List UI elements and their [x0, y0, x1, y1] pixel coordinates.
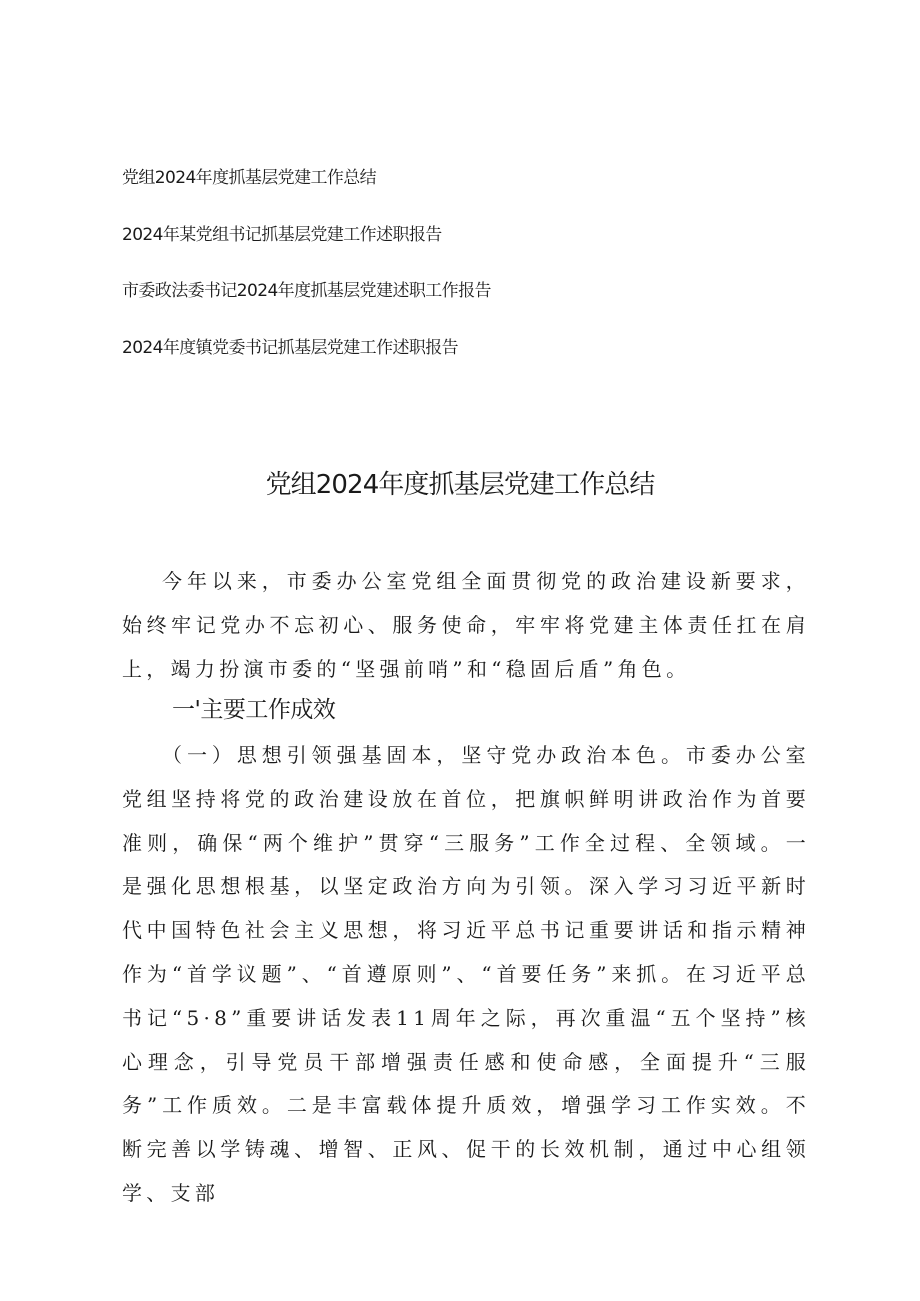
document-title: 党组2024年度抓基层党建工作总结 [265, 470, 655, 500]
toc-item[interactable]: 党组2024年度抓基层党建工作总结 [122, 168, 377, 188]
toc-item[interactable]: 2024年度镇党委书记抓基层党建工作述职报告 [122, 337, 459, 358]
table-of-contents [122, 160, 491, 386]
body-paragraph: （一）思想引领强基固本，坚守党办政治本色。市委办公室党组坚持将党的政治建设放在首位，把旗帜鲜明讲政治作为首要准则，确保“两个维护”贯穿“三服务”工作全过程、全领域。一是强化思想根基，以坚定政治方向为引领。深入学习习近平新时代中国特色社会主义思想，将习近平总书记重要讲话和指示精神作为“首学议题”、“首遵原则”、“首要任务”来抓。在习近平总书记“5·8”重要讲话发表11周年之际，再次重温“五个坚持”核心理念，引导党员干部增强责任感和使命感，全面提升“三服务”工作质效。二是丰富载体提升质效，增强学习工作实效。不断完善以学铸魂、增智、正风、促干的长效机制，通过中心组领学、支部 [122, 743, 810, 1205]
toc-item[interactable]: 2024年某党组书记抓基层党建工作述职报告 [122, 224, 442, 245]
intro-paragraph: 今年以来，市委办公室党组全面贯彻党的政治建设新要求，始终牢记党办不忘初心、服务使命，牢牢将党建主体责任扛在肩上，竭力扮演市委的“坚强前哨”和“稳固后盾”角色。 [122, 569, 810, 681]
section-heading: 一'主要工作成效 [172, 697, 336, 723]
toc-item[interactable]: 市委政法委书记2024年度抓基层党建述职工作报告 [122, 281, 491, 301]
